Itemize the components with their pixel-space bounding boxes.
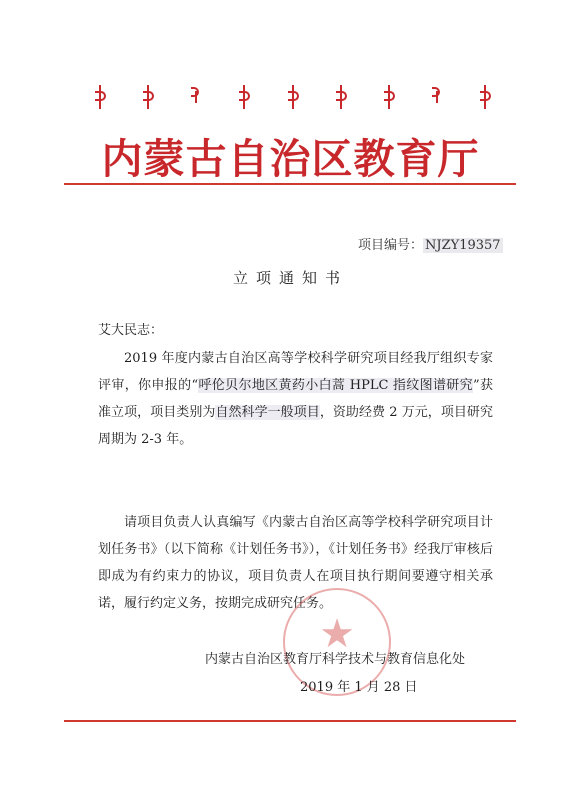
mongolian-glyph [191, 85, 201, 111]
mongolian-letterhead [95, 85, 490, 115]
mongolian-glyph [288, 85, 298, 111]
footer-rule [64, 720, 516, 722]
project-category: 自然科学一般项目 [215, 405, 320, 420]
paragraph-approval [98, 345, 493, 453]
mongolian-glyph [432, 85, 442, 111]
paragraph-text: ”获准立项，项目类别为 [98, 378, 493, 420]
mongolian-glyph [95, 85, 105, 111]
mongolian-glyph [239, 85, 249, 111]
project-number-label: 项目编号： [358, 238, 424, 253]
project-number-value: NJZY19357 [425, 238, 501, 253]
mongolian-glyph [143, 85, 153, 111]
paragraph-text: ，资助经费 2 万元，项目研究周期为 2-3 年。 [98, 405, 493, 447]
document-title: 立项通知书 [232, 269, 348, 287]
star-icon: ★ [319, 611, 355, 657]
paragraph-instructions: 请项目负责人认真编写《内蒙古自治区高等学校科学研究项目计划任务书》（以下简称《计划任务书》），《计划任务书》经我厅审核后即成为有约束力的协议，项目负责人在项目执行期间要遵守相关承诺，履行约定义务，按期完成研究任务。 [98, 515, 493, 611]
mongolian-glyph [336, 85, 346, 111]
project-number [358, 234, 503, 253]
letterhead-rule [64, 183, 516, 185]
issuing-office: 内蒙古自治区教育厅科学技术与教育信息化处 [205, 652, 466, 667]
salutation: 艾大民志： [98, 323, 164, 338]
paragraph-text: 2019 年度内蒙古自治区高等学校科学研究项目经我厅组织专家评审，你申报的“ [98, 351, 493, 393]
letterhead-title: 内蒙古自治区教育厅 [101, 135, 480, 183]
mongolian-glyph [480, 85, 490, 111]
project-name: 呼伦贝尔地区黄药小白蒿 HPLC 指纹图谱研究 [198, 378, 473, 393]
issue-date: 2019 年 1 月 28 日 [300, 680, 418, 695]
mongolian-glyph [384, 85, 394, 111]
